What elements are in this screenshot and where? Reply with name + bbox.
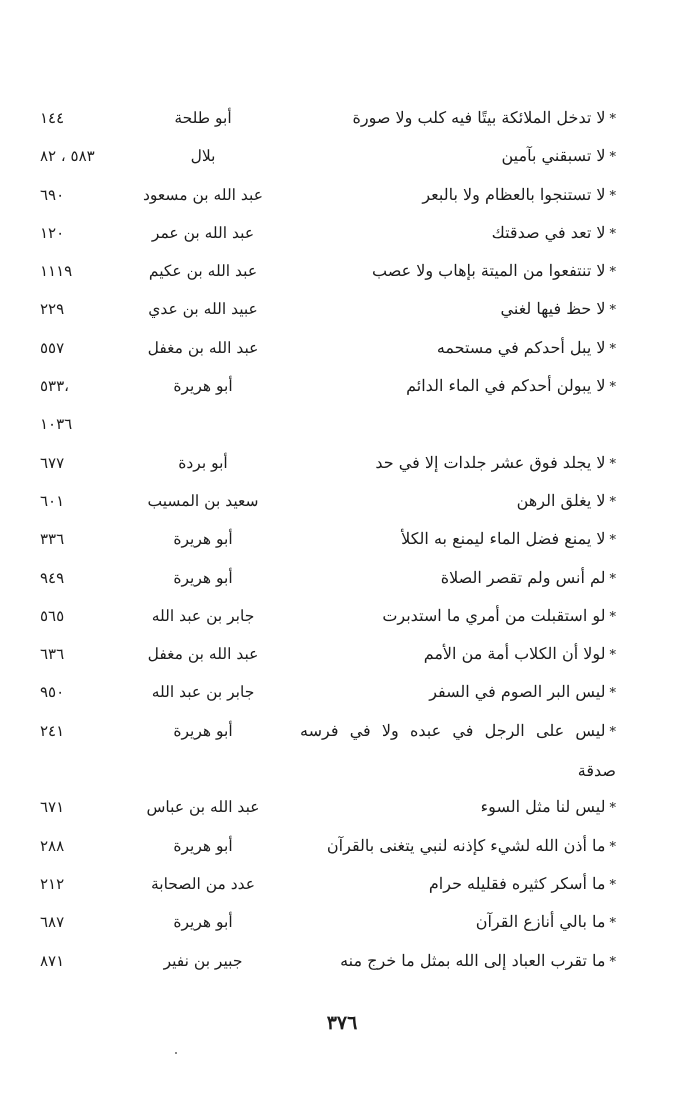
narrator-name: عبد الله بن مغفل	[147, 338, 259, 357]
hadith-text	[286, 252, 616, 290]
page-reference: ١٢٠	[40, 223, 65, 242]
star-bullet-icon: *	[609, 533, 616, 549]
star-bullet-icon: *	[609, 456, 616, 472]
page-number: ٣٧٦	[326, 1012, 358, 1034]
hadith-text-content: لا يغلق الرهن	[516, 490, 606, 510]
page-reference: ٥٣٣،	[40, 377, 70, 396]
hadith-text	[300, 712, 616, 781]
page-reference: ١٤٤	[40, 109, 65, 127]
index-entry	[0, 329, 684, 367]
hadith-text	[286, 865, 616, 903]
narrator-name: عبيد الله بن عدي	[148, 300, 258, 319]
narrator-name: أبو طلحة	[174, 109, 232, 127]
page-reference: ٦٧١	[40, 798, 65, 817]
index-entry	[0, 673, 684, 711]
hadith-text-content: ما أذن الله لشيء كإذنه لنبي يتغنى بالقرآن	[326, 835, 606, 855]
narrator-name: جابر بن عبد الله	[151, 606, 255, 625]
hadith-text	[286, 329, 616, 367]
star-bullet-icon: *	[609, 380, 616, 396]
star-bullet-icon: *	[609, 150, 616, 166]
narrator-name: أبو هريرة	[173, 836, 233, 855]
hadith-text-content: لا تسبقني بآمين	[501, 146, 606, 166]
narrator-name: أبو هريرة	[173, 913, 233, 932]
hadith-text	[286, 482, 616, 520]
hadith-text-content: ليس لنا مثل السوء	[480, 797, 606, 817]
star-bullet-icon: *	[609, 686, 616, 702]
star-bullet-icon: *	[609, 226, 616, 242]
star-bullet-icon: *	[609, 265, 616, 281]
narrator-name: عدد من الصحابة	[150, 874, 256, 893]
hadith-text-content: لو استقبلت من أمري ما استدبرت	[382, 605, 606, 625]
narrator-name: أبو هريرة	[173, 530, 233, 549]
page-reference: ٥٦٥	[40, 606, 65, 625]
hadith-text-content: لا حظ فيها لغني	[500, 299, 606, 319]
narrator-name: أبو هريرة	[173, 721, 233, 740]
narrator-name: جبير بن نفير	[163, 951, 243, 970]
hadith-text	[286, 788, 616, 826]
hadith-text-content: لولا أن الكلاب أمة من الأمم	[423, 644, 606, 664]
page-reference: ٦٩٠	[40, 185, 65, 204]
index-entry	[0, 367, 684, 444]
narrator-name: عبد الله بن عمر	[151, 223, 255, 242]
narrator-name: عبد الله بن عباس	[146, 798, 260, 817]
hadith-text	[286, 99, 616, 137]
hadith-text	[286, 903, 616, 941]
hadith-text	[286, 444, 616, 482]
narrator-name: عبد الله بن مسعود	[143, 185, 263, 204]
narrator-name: أبو هريرة	[173, 568, 233, 587]
hadith-text-content: لا يبولن أحدكم في الماء الدائم	[406, 376, 606, 396]
index-entry	[0, 559, 684, 597]
star-bullet-icon: *	[609, 303, 616, 319]
page-reference: ٩٥٠	[40, 683, 65, 702]
star-bullet-icon: *	[609, 494, 616, 510]
hadith-text-content: لا يبل أحدكم في مستحمه	[436, 337, 606, 357]
hadith-text-content: ما أسكر كثيره فقليله حرام	[428, 873, 606, 893]
page-reference: ٨٧١	[40, 951, 65, 970]
hadith-text	[286, 137, 616, 175]
hadith-text	[286, 520, 616, 558]
hadith-text	[286, 635, 616, 673]
index-entry	[0, 865, 684, 903]
page-reference: ٦٣٦	[40, 645, 65, 664]
narrator-name: جابر بن عبد الله	[151, 683, 255, 702]
index-entry	[0, 176, 684, 214]
page-reference: ٢١٢	[40, 874, 65, 893]
star-bullet-icon: *	[609, 341, 616, 357]
page-reference: ٦٧٧	[40, 453, 65, 472]
hadith-text-content: ليس على الرجل في عبده ولا في فرسه صدقة	[300, 720, 616, 781]
page-reference-continued: ١٠٣٦	[40, 415, 73, 434]
hadith-text	[286, 290, 616, 328]
hadith-text-content: لا تعد في صدقتك	[491, 222, 606, 242]
page-reference: ٥٨٣ ، ٨٢	[40, 147, 95, 166]
narrator-name: بلال	[190, 147, 216, 166]
hadith-text	[286, 559, 616, 597]
hadith-text	[286, 214, 616, 252]
star-bullet-icon: *	[609, 954, 616, 970]
hadith-text-content: لا تدخل الملائكة بيتًا فيه كلب ولا صورة	[352, 108, 606, 127]
hadith-index-list	[0, 99, 684, 980]
star-bullet-icon: *	[609, 801, 616, 817]
index-entry	[0, 214, 684, 252]
hadith-text-content: لم أنس ولم تقصر الصلاة	[440, 567, 606, 587]
page-reference: ٢٨٨	[40, 836, 65, 855]
footer-dot	[175, 1052, 177, 1054]
index-entry	[0, 444, 684, 482]
index-entry	[0, 520, 684, 558]
hadith-text-content: لا يمنع فضل الماء ليمنع به الكلأ	[401, 529, 606, 549]
star-bullet-icon: *	[609, 112, 616, 127]
star-bullet-icon: *	[609, 916, 616, 932]
index-entry	[0, 252, 684, 290]
narrator-name: أبو هريرة	[173, 377, 233, 396]
hadith-text	[286, 176, 616, 214]
hadith-text	[286, 942, 616, 980]
index-entry	[0, 597, 684, 635]
star-bullet-icon: *	[609, 571, 616, 587]
hadith-text-content: ليس البر الصوم في السفر	[429, 682, 606, 702]
hadith-text	[286, 673, 616, 711]
page-reference: ٢٢٩	[40, 300, 65, 319]
page-reference: ٦٠١	[40, 491, 65, 510]
hadith-text	[286, 367, 616, 405]
narrator-name: سعيد بن المسيب	[147, 491, 259, 510]
page-reference: ١١١٩	[40, 262, 73, 281]
star-bullet-icon: *	[609, 877, 616, 893]
page-reference: ٩٤٩	[40, 568, 65, 587]
narrator-name: عبد الله بن عكيم	[148, 262, 258, 281]
narrator-name: أبو بردة	[178, 453, 228, 472]
index-entry	[0, 635, 684, 673]
hadith-text-content: لا تنتفعوا من الميتة بإهاب ولا عصب	[371, 261, 606, 281]
star-bullet-icon: *	[609, 839, 616, 855]
hadith-text	[286, 827, 616, 865]
index-entry	[0, 290, 684, 328]
index-entry	[0, 903, 684, 941]
index-entry	[0, 942, 684, 980]
hadith-text-content: لا تستنجوا بالعظام ولا بالبعر	[422, 184, 606, 204]
hadith-text	[286, 597, 616, 635]
star-bullet-icon: *	[609, 724, 616, 740]
hadith-text-content: ما بالي أنازع القرآن	[475, 912, 606, 932]
index-entry	[0, 712, 684, 789]
index-entry	[0, 827, 684, 865]
hadith-text-content: لا يجلد فوق عشر جلدات إلا في حد	[375, 452, 606, 472]
index-entry	[0, 482, 684, 520]
star-bullet-icon: *	[609, 188, 616, 204]
index-entry	[0, 788, 684, 826]
index-entry	[0, 99, 684, 137]
page-reference: ٦٨٧	[40, 913, 65, 932]
page-reference: ٣٣٦	[40, 530, 65, 549]
page-reference: ٥٥٧	[40, 338, 65, 357]
narrator-name: عبد الله بن مغفل	[147, 645, 259, 664]
star-bullet-icon: *	[609, 648, 616, 664]
page-reference: ٢٤١	[40, 721, 65, 740]
star-bullet-icon: *	[609, 609, 616, 625]
index-entry	[0, 137, 684, 175]
hadith-text-content: ما تقرب العباد إلى الله بمثل ما خرج منه	[340, 950, 606, 970]
